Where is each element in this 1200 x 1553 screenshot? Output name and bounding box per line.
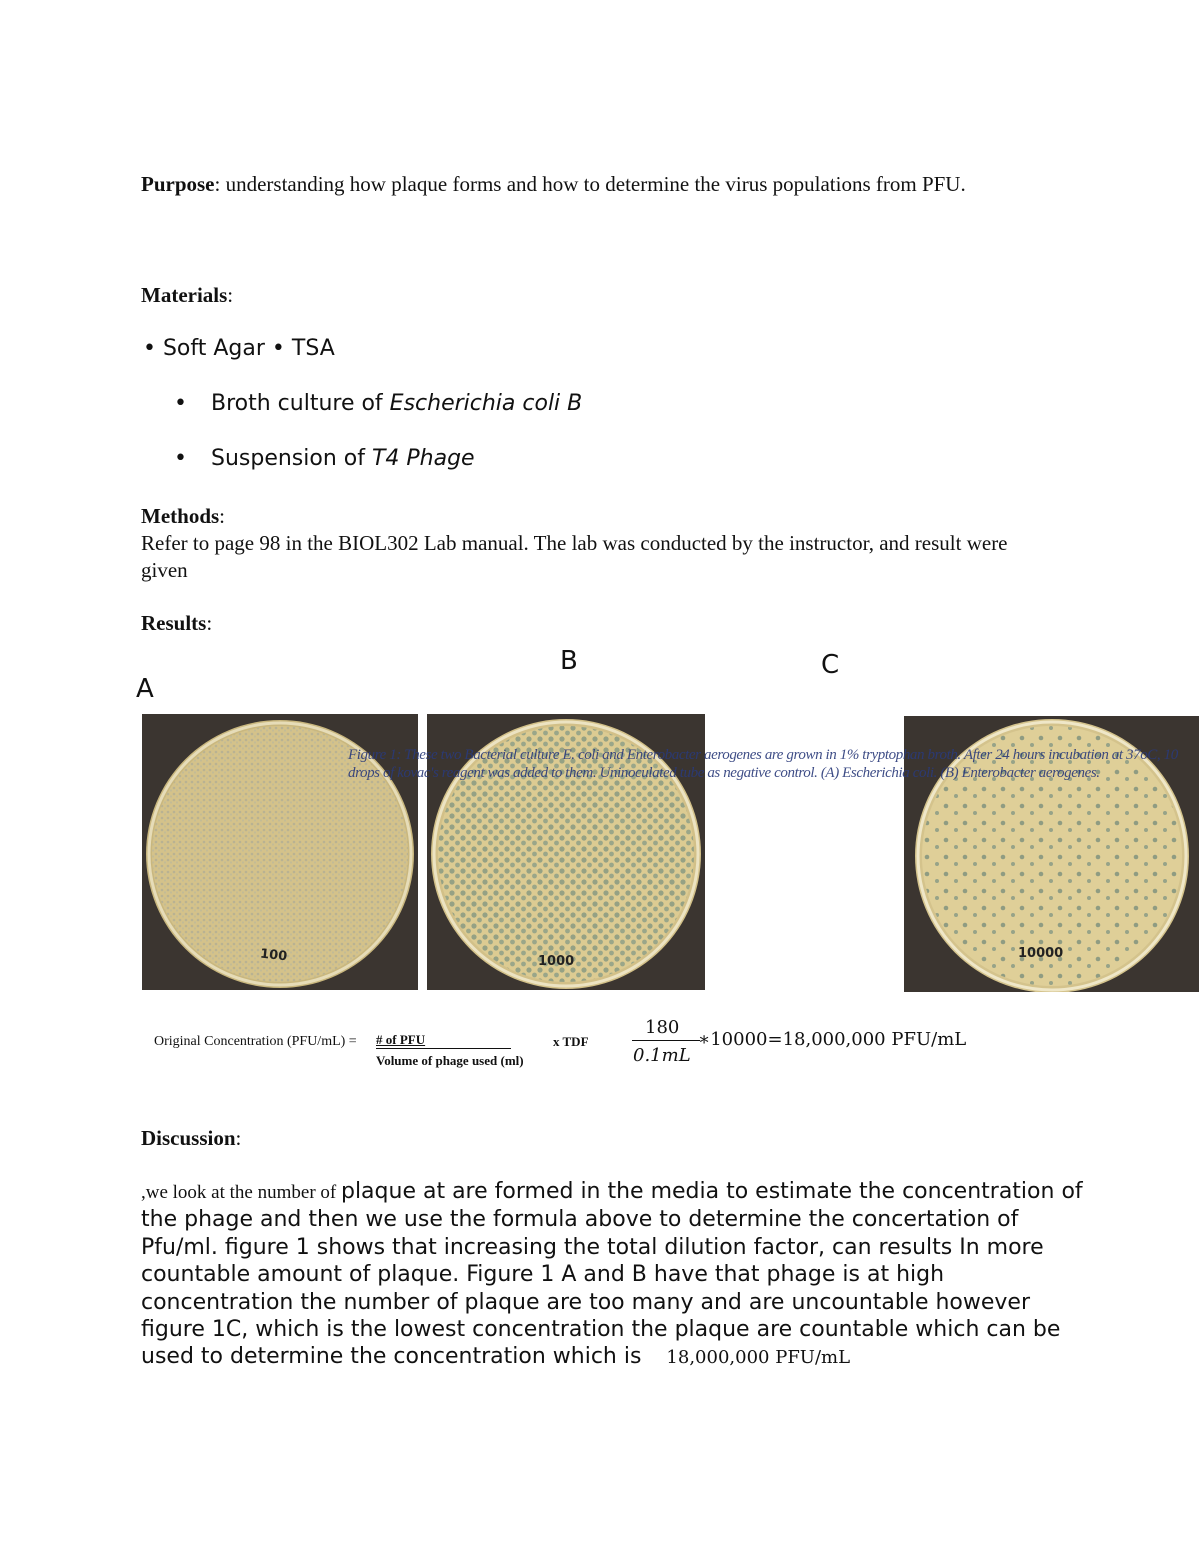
materials-heading-line: [141, 282, 233, 309]
results-colon: :: [206, 611, 213, 635]
discussion-value: 18,000,000 PFU/mL: [666, 1347, 851, 1369]
methods-heading: Methods: [141, 504, 220, 528]
discussion-body: plaque at are formed in the media to estimate the concentration of the phage and then we use the formula above to determine the concertation of Pfu/ml. figure 1 shows that increasing the total dilution factor, can results In more countable amount of plaque. Figure 1 A and B have that phage is at high concentration the number of plaque are too many and are uncountable however figure 1C, which is the lowest concentration the plaque are countable which can be used to determine the concentration which is: [141, 1179, 1083, 1370]
materials-line-1: • Soft Agar • TSA: [143, 336, 335, 361]
plate-number-c: 10000: [1018, 946, 1064, 961]
materials-item-prefix: Suspension of: [210, 446, 372, 471]
plate-number-b: 1000: [538, 954, 575, 969]
discussion-heading: Discussion: [141, 1126, 236, 1150]
materials-item-phage-name: T4 Phage: [371, 446, 475, 471]
results-heading: Results: [141, 611, 207, 635]
calc-denominator: 0.1mL: [633, 1045, 691, 1066]
formula-numerator-text: # of PFU: [376, 1032, 426, 1047]
formula-denominator: Volume of phage used (ml): [376, 1053, 524, 1068]
methods-text: Refer to page 98 in the BIOL302 Lab manual. The lab was conducted by the instructor, and result were given: [141, 531, 1008, 582]
discussion-lead: ,we look at the number of: [141, 1182, 341, 1203]
discussion-colon: :: [235, 1126, 242, 1150]
discussion-text: [141, 1178, 1091, 1372]
plate-number-a: 100: [259, 946, 288, 965]
figure-label-b: B: [560, 646, 578, 676]
materials-heading: Materials: [141, 283, 228, 307]
purpose-paragraph: [141, 171, 1041, 198]
formula-numerator: [376, 1032, 511, 1049]
bullet-icon: •: [174, 446, 187, 471]
materials-item-phage: [174, 446, 475, 471]
formula-tdf: x TDF: [553, 1034, 589, 1049]
figure-caption: Figure 1: These two Bacterial culture E. coli and Enterobacter aerogenes are grown in 1% tryptophan broth. After 24 hours incubation at 37oC, 10 drops of kovac's reagent was added to them. Uninoculated tube as negative control. (A) Escherichia coli. (B) Enterobacter aerogenes.: [348, 747, 1178, 781]
materials-item-prefix: Broth culture of: [210, 391, 390, 416]
purpose-text: : understanding how plaque forms and how to determine the virus populations from PFU.: [214, 172, 966, 196]
calc-result: ∗10000=18,000,000 PFU/mL: [698, 1029, 967, 1050]
calc-fraction-bar: [632, 1040, 700, 1041]
bullet-icon: •: [174, 391, 187, 416]
figure-label-a: A: [136, 674, 154, 704]
formula-lhs: Original Concentration (PFU/mL) =: [154, 1034, 357, 1049]
purpose-heading: Purpose: [141, 172, 215, 196]
materials-item-broth: [174, 391, 582, 416]
methods-heading-line: [141, 503, 225, 530]
discussion-heading-line: [141, 1125, 241, 1152]
methods-colon: :: [219, 504, 226, 528]
calc-numerator: 180: [645, 1017, 680, 1038]
materials-colon: :: [227, 283, 234, 307]
results-heading-line: [141, 610, 212, 637]
materials-item-organism: Escherichia coli B: [389, 391, 583, 416]
figure-label-c: C: [821, 650, 840, 680]
